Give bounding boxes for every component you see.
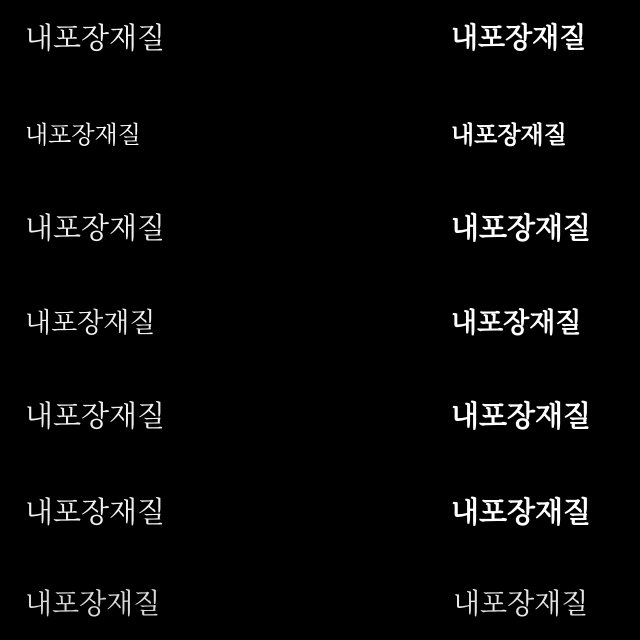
sample-right-3: 내포장재질	[451, 211, 592, 245]
sample-left-6: 내포장재질	[25, 495, 166, 529]
sample-left-1: 내포장재질	[25, 21, 166, 55]
sample-right-7: 내포장재질	[453, 587, 589, 620]
sample-left-4: 내포장재질	[25, 308, 156, 339]
sample-right-6: 내포장재질	[451, 495, 592, 529]
sample-right-5: 내포장재질	[451, 399, 592, 433]
sample-right-2: 내포장재질	[451, 121, 567, 149]
sample-left-7: 내포장재질	[25, 587, 161, 620]
sample-right-4: 내포장재질	[451, 308, 582, 339]
sample-right-1: 내포장재질	[451, 21, 587, 54]
sample-left-3: 내포장재질	[25, 211, 166, 245]
sample-left-2: 내포장재질	[25, 121, 141, 149]
sample-left-5: 내포장재질	[25, 399, 166, 433]
